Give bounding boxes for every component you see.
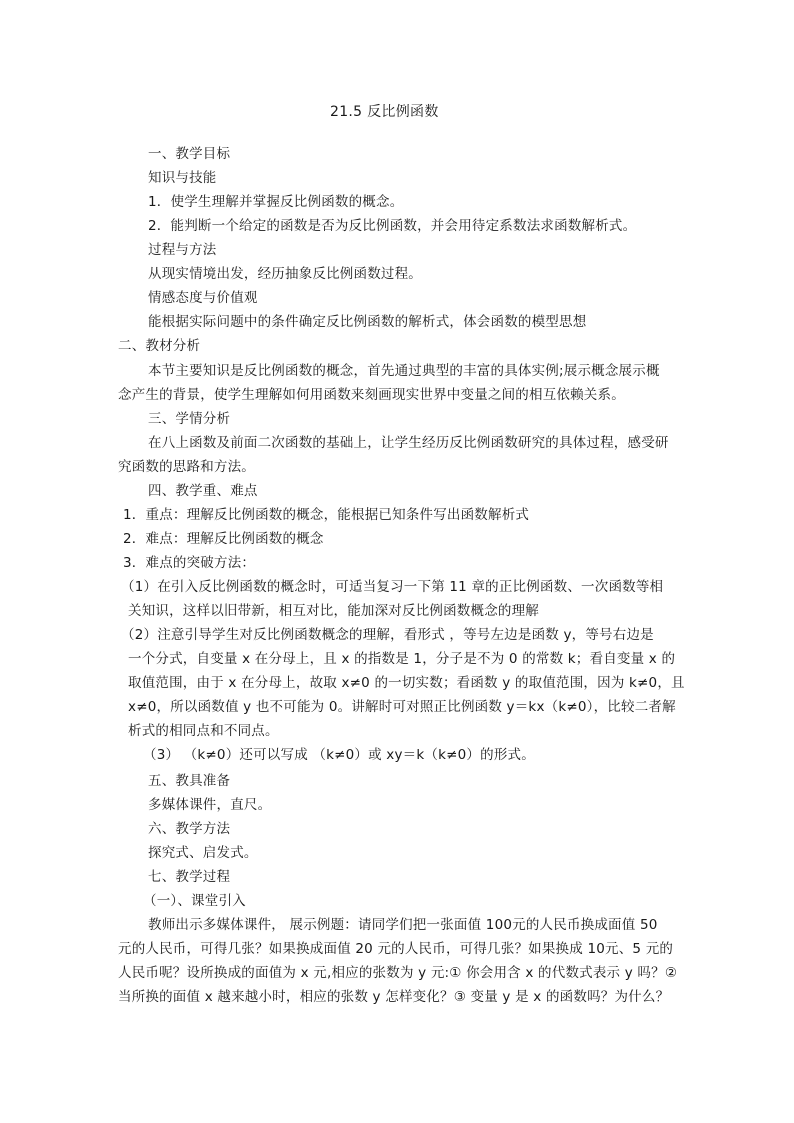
document-title: 21.5 反比例函数: [330, 104, 439, 120]
text-line: 元的人民币，可得几张？如果换成面值 20 元的人民币，可得几张？如果换成 10元、5 元的: [118, 941, 674, 957]
text-line: 1．使学生理解并掌握反比例函数的概念。: [148, 194, 404, 210]
text-line: （2）注意引导学生对反比例函数概念的理解，看形式 ，等号左边是函数 y，等号右边是: [121, 627, 654, 643]
text-line: 取值范围，由于 x 在分母上，故取 x≠0 的一切实数；看函数 y 的取值范围，因为 k≠0，且: [128, 675, 685, 691]
text-line: 念产生的背景，使学生理解如何用函数来刻画现实世界中变量之间的相互依赖关系。: [118, 387, 625, 403]
subheading-knowledge-skills: 知识与技能: [148, 170, 217, 186]
text-line: 能根据实际问题中的条件确定反比例函数的解析式，体会函数的模型思想: [148, 314, 587, 330]
text-line: 一个分式，自变量 x 在分母上，且 x 的指数是 1，分子是不为 0 的常数 k；看自变量 x 的: [128, 651, 676, 667]
section-heading-key-points: 四、教学重、难点: [148, 483, 258, 499]
text-line: 教师出示多媒体课件， 展示例题：请同学们把一张面值 100元的人民币换成面值 50: [148, 917, 658, 933]
text-line: 究函数的思路和方法。: [118, 459, 255, 475]
text-line: 从现实情境出发，经历抽象反比例函数过程。: [148, 266, 422, 282]
section-heading-teaching-process: 七、教学过程: [148, 869, 231, 885]
text-line: 当所换的面值 x 越来越小时，相应的张数 y 怎样变化？③ 变量 y 是 x 的函数吗？为什么？: [118, 989, 670, 1005]
text-line: 2．难点：理解反比例函数的概念: [123, 531, 324, 547]
text-line: 关知识，这样以旧带新，相互对比，能加深对反比例函数概念的理解: [128, 603, 539, 619]
text-line: x≠0，所以函数值 y 也不可能为 0。讲解时可对照正比例函数 y＝kx（k≠0），比较二者解: [128, 699, 676, 715]
subheading-attitude-values: 情感态度与价值观: [148, 290, 258, 306]
section-heading-textbook-analysis: 二、教材分析: [118, 338, 201, 354]
text-line: 3．难点的突破方法：: [123, 555, 256, 571]
subheading-process-method: 过程与方法: [148, 242, 217, 258]
section-heading-teaching-aids: 五、教具准备: [148, 773, 231, 789]
text-line: （3） （k≠0）还可以写成 （k≠0）或 xy＝k（k≠0）的形式。: [143, 747, 535, 763]
text-line: 析式的相同点和不同点。: [128, 723, 279, 739]
section-heading-learner-analysis: 三、学情分析: [148, 411, 231, 427]
text-line: 多媒体课件，直尺。: [148, 797, 272, 813]
section-heading-teaching-methods: 六、教学方法: [148, 821, 231, 837]
text-line: 人民币呢？设所换成的面值为 x 元,相应的张数为 y 元:① 你会用含 x 的代数式表示 y 吗？②: [118, 965, 678, 981]
subheading-class-introduction: （一）、课堂引入: [143, 893, 246, 909]
text-line: 本节主要知识是反比例函数的概念，首先通过典型的丰富的具体实例;展示概念展示概: [148, 363, 660, 379]
text-line: 在八上函数及前面二次函数的基础上，让学生经历反比例函数研究的具体过程，感受研: [148, 435, 669, 451]
text-line: 探究式、启发式。: [148, 845, 258, 861]
text-line: 1．重点：理解反比例函数的概念，能根据已知条件写出函数解析式: [123, 507, 530, 523]
text-line: （1）在引入反比例函数的概念时，可适当复习一下第 11 章的正比例函数、一次函数等相: [121, 579, 664, 595]
text-line: 2．能判断一个给定的函数是否为反比例函数，并会用待定系数法求函数解析式。: [148, 218, 637, 234]
section-heading-objectives: 一、教学目标: [148, 146, 231, 162]
